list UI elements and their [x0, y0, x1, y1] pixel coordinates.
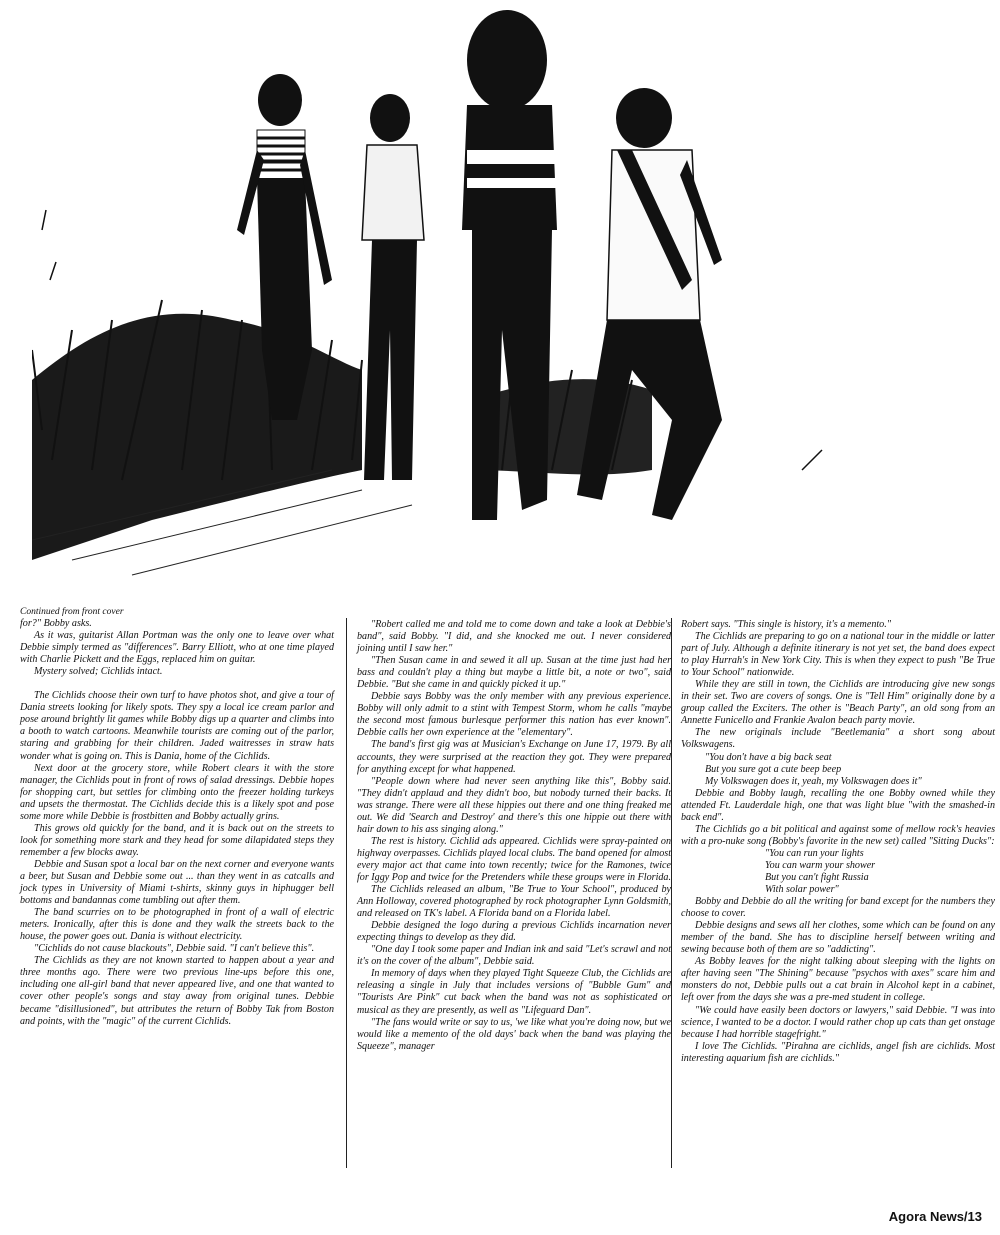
lyric-line: But you can't fight Russia	[765, 871, 869, 883]
paragraph: The Cichlids choose their own turf to have photos shot, and give a tour of Dania streets looking for likely spots. They spy a local ice cream parlor and pose around brightly lit games while Bobby digs up a quarter and climbs into a booth to watch cartoons. Meanwhile tourists are coming out of the parlor, staring and grabbing for their children. Jaded waitresses in straw hats wonder what is going on. This is Dania, home of the Cichlids.	[20, 690, 334, 762]
paragraph: Bobby and Debbie do all the writing for band except for the numbers they choose to cover.	[681, 896, 995, 920]
paragraph: "People down where had never seen anything like this", Bobby said. "They didn't applaud and they didn't boo, but nobody turned their backs. It was strange. There were all these hippies out there and one thing freaked me out. We did 'Search and Destroy' and there's this one hippie out there with hair down to his ass singing along."	[357, 775, 671, 835]
paragraph: This grows old quickly for the band, and it is back out on the streets to look for something more stark and they head for some dilapidated steps they remember a few blocks away.	[20, 822, 334, 858]
paragraph: In memory of days when they played Tight Squeeze Club, the Cichlids are releasing a single in July that includes versions of "Bubble Gum" and "Tourists Are Pink" cut back when the band was not as sophisticated or musical as they are presently, as well as "Lifeguard Dan".	[357, 968, 671, 1016]
continued-note: Continued from front cover	[20, 607, 124, 617]
paragraph: The Cichlids as they are not known started to happen about a year and three months ago. There were two previous line-ups before this one, including one all-girl band that never appeared live, and one that wanted to cover other people's songs and stay away from original tunes. Debbie became "disillusioned", but attributes the return of Bobby Tak from Boston and points, with the "magic" of the current Cichlids.	[20, 955, 334, 1027]
paragraph: The new originals include "Beetlemania" a short song about Volkswagens.	[681, 727, 995, 751]
paragraph: Debbie designs and sews all her clothes, some which can be found on any member of the band. She has to discipline herself between writing and sewing because both of them are so "addicting".	[681, 920, 995, 956]
paragraph: As Bobby leaves for the night talking about sleeping with the lights on after having seen "The Shining" because "psychos with axes" scare him and monsters do not, Debbie pulls out a cat brain in Alcohol kept in a cabinet, left over from the days she was a pre-med student in college.	[681, 956, 995, 1004]
paragraph: Debbie and Susan spot a local bar on the next corner and everyone wants a beer, but Susan and Debbie some out ... than they went in as catcalls and jock types in University of Miami t-shirts, skinny guys in hiphugger bell bottoms and bandannas come tumbling out after them.	[20, 858, 334, 907]
band-photo	[32, 0, 868, 590]
band-photo-icon	[32, 0, 868, 590]
paragraph: Debbie says Bobby was the only member with any previous experience. Bobby will only admit to a stint with Tempest Storm, whom he calls "maybe the second most famous burlesque performer this nation has ever known". Debbie calls her own experience at the "elementary".	[357, 691, 671, 739]
lyric-line: You can warm your shower	[765, 859, 876, 871]
page-footer: Agora News/13	[888, 1209, 982, 1224]
paragraph: Debbie and Bobby laugh, recalling the one Bobby owned while they attended Ft. Lauderdale high, one that was light blue "with the smashed-in back end".	[681, 787, 995, 823]
paragraph: Debbie designed the logo during a previous Cichlids incarnation never expecting things to develop as they did.	[357, 920, 671, 944]
lyric-line: "You don't have a big back seat	[705, 751, 832, 763]
paragraph: While they are still in town, the Cichlids are introducing give new songs in their set. Two are covers of songs. One is "Tell Him" originally done by a group called the Exciters. The other is "Beach Party", an old song from an Annette Funicello and Frankie Avalon beach party movie.	[681, 679, 995, 727]
paragraph: for?" Bobby asks.	[20, 618, 92, 630]
paragraph: Next door at the grocery store, while Robert clears it with the store manager, the Cichlids pout in front of rows of salad dressings. Debbie hopes for shopping cart, but settles for climbing onto the freezer holding turkeys and upsets the thermostat. The Cichlids decide this is a likely spot and pose some more while Debbie is frostbitten and Bobby actually grins.	[20, 762, 334, 822]
lyric-line: "You can run your lights	[765, 847, 864, 859]
paragraph: As it was, guitarist Allan Portman was the only one to leave over what Debbie simply termed as "differences". Barry Elliott, who at one time played with Charlie Pickett and the Eggs, replaced him on guitar.	[20, 630, 334, 666]
lyric-line: My Volkswagen does it, yeah, my Volkswagen does it"	[705, 775, 922, 787]
column-rule	[346, 618, 347, 1168]
paragraph: "Robert called me and told me to come down and take a look at Debbie's band", said Bobby. "I did, and she knocked me out. I never considered joining until I saw her."	[357, 619, 671, 655]
paragraph: Mystery solved; Cichlids intact.	[34, 666, 163, 678]
paragraph: "Cichlids do not cause blackouts", Debbie said. "I can't believe this".	[34, 943, 315, 955]
paragraph: The band scurries on to be photographed in front of a wall of electric meters. Ironically, after this is done and they walk the streets back to the house, the power goes out. Dania is without electricity.	[20, 907, 334, 943]
paragraph: I love The Cichlids. "Pirahna are cichlids, angel fish are cichlids. Most interesting aquarium fish are cichlids."	[681, 1040, 995, 1064]
paragraph: "One day I took some paper and Indian ink and said "Let's scrawl and not it's on the cover of the album", Debbie said.	[357, 944, 671, 968]
paragraph: The band's first gig was at Musician's Exchange on June 17, 1979. By all accounts, they were surprised at the reaction they got. They were prepared for anything except for what happened.	[357, 739, 671, 775]
article-column-1	[20, 606, 334, 1028]
paragraph: "We could have easily been doctors or lawyers," said Debbie. "I was into science, I wanted to be a doctor. I would rather chop up cats than get onstage because I had horrible stagefright."	[681, 1004, 995, 1040]
person-2	[362, 94, 424, 480]
lyric-line: But you sure got a cute beep beep	[705, 763, 842, 775]
column-rule	[671, 618, 672, 1168]
article-column-3	[681, 619, 995, 1065]
paragraph: The Cichlids go a bit political and against some of mellow rock's heavies with a pro-nuke song (Bobby's favorite in the new set) called "Sitting Ducks":	[681, 823, 995, 847]
paragraph: "The fans would write or say to us, 'we like what you're doing now, but we would like a memento of the old days' back when the band was playing the Squeeze", manager	[357, 1016, 671, 1052]
lyric-line: With solar power"	[765, 884, 839, 896]
paragraph: Robert says. "This single is history, it's a memento."	[681, 619, 891, 630]
paragraph: The Cichlids are preparing to go on a national tour in the middle or latter part of July. Although a definite itinerary is not yet set, the band does expect to play Hurrah's in New York City. This is when they expect to push "Be True to Your School" nationwide.	[681, 631, 995, 679]
article-column-2	[357, 619, 671, 1053]
paragraph: The Cichlids released an album, "Be True to Your School", produced by Ann Holloway, covered photographed by rock photographer Lynn Goldsmith, and released on TK's label. A Florida band on a Florida label.	[357, 884, 671, 920]
paragraph: "Then Susan came in and sewed it all up. Susan at the time just had her bass and couldn't play a thing but maybe a little bit, a note or two", said Debbie. "But she came in and quickly picked it up."	[357, 655, 671, 691]
paragraph: The rest is history. Cichlid ads appeared. Cichlids were spray-painted on highway overpasses. Cichlids played local clubs. The band opened for almost every major act that came into town recently; twice for the Ramones, twice for Iggy Pop and twice for the Pretenders while these groups were in Florida.	[357, 835, 671, 883]
